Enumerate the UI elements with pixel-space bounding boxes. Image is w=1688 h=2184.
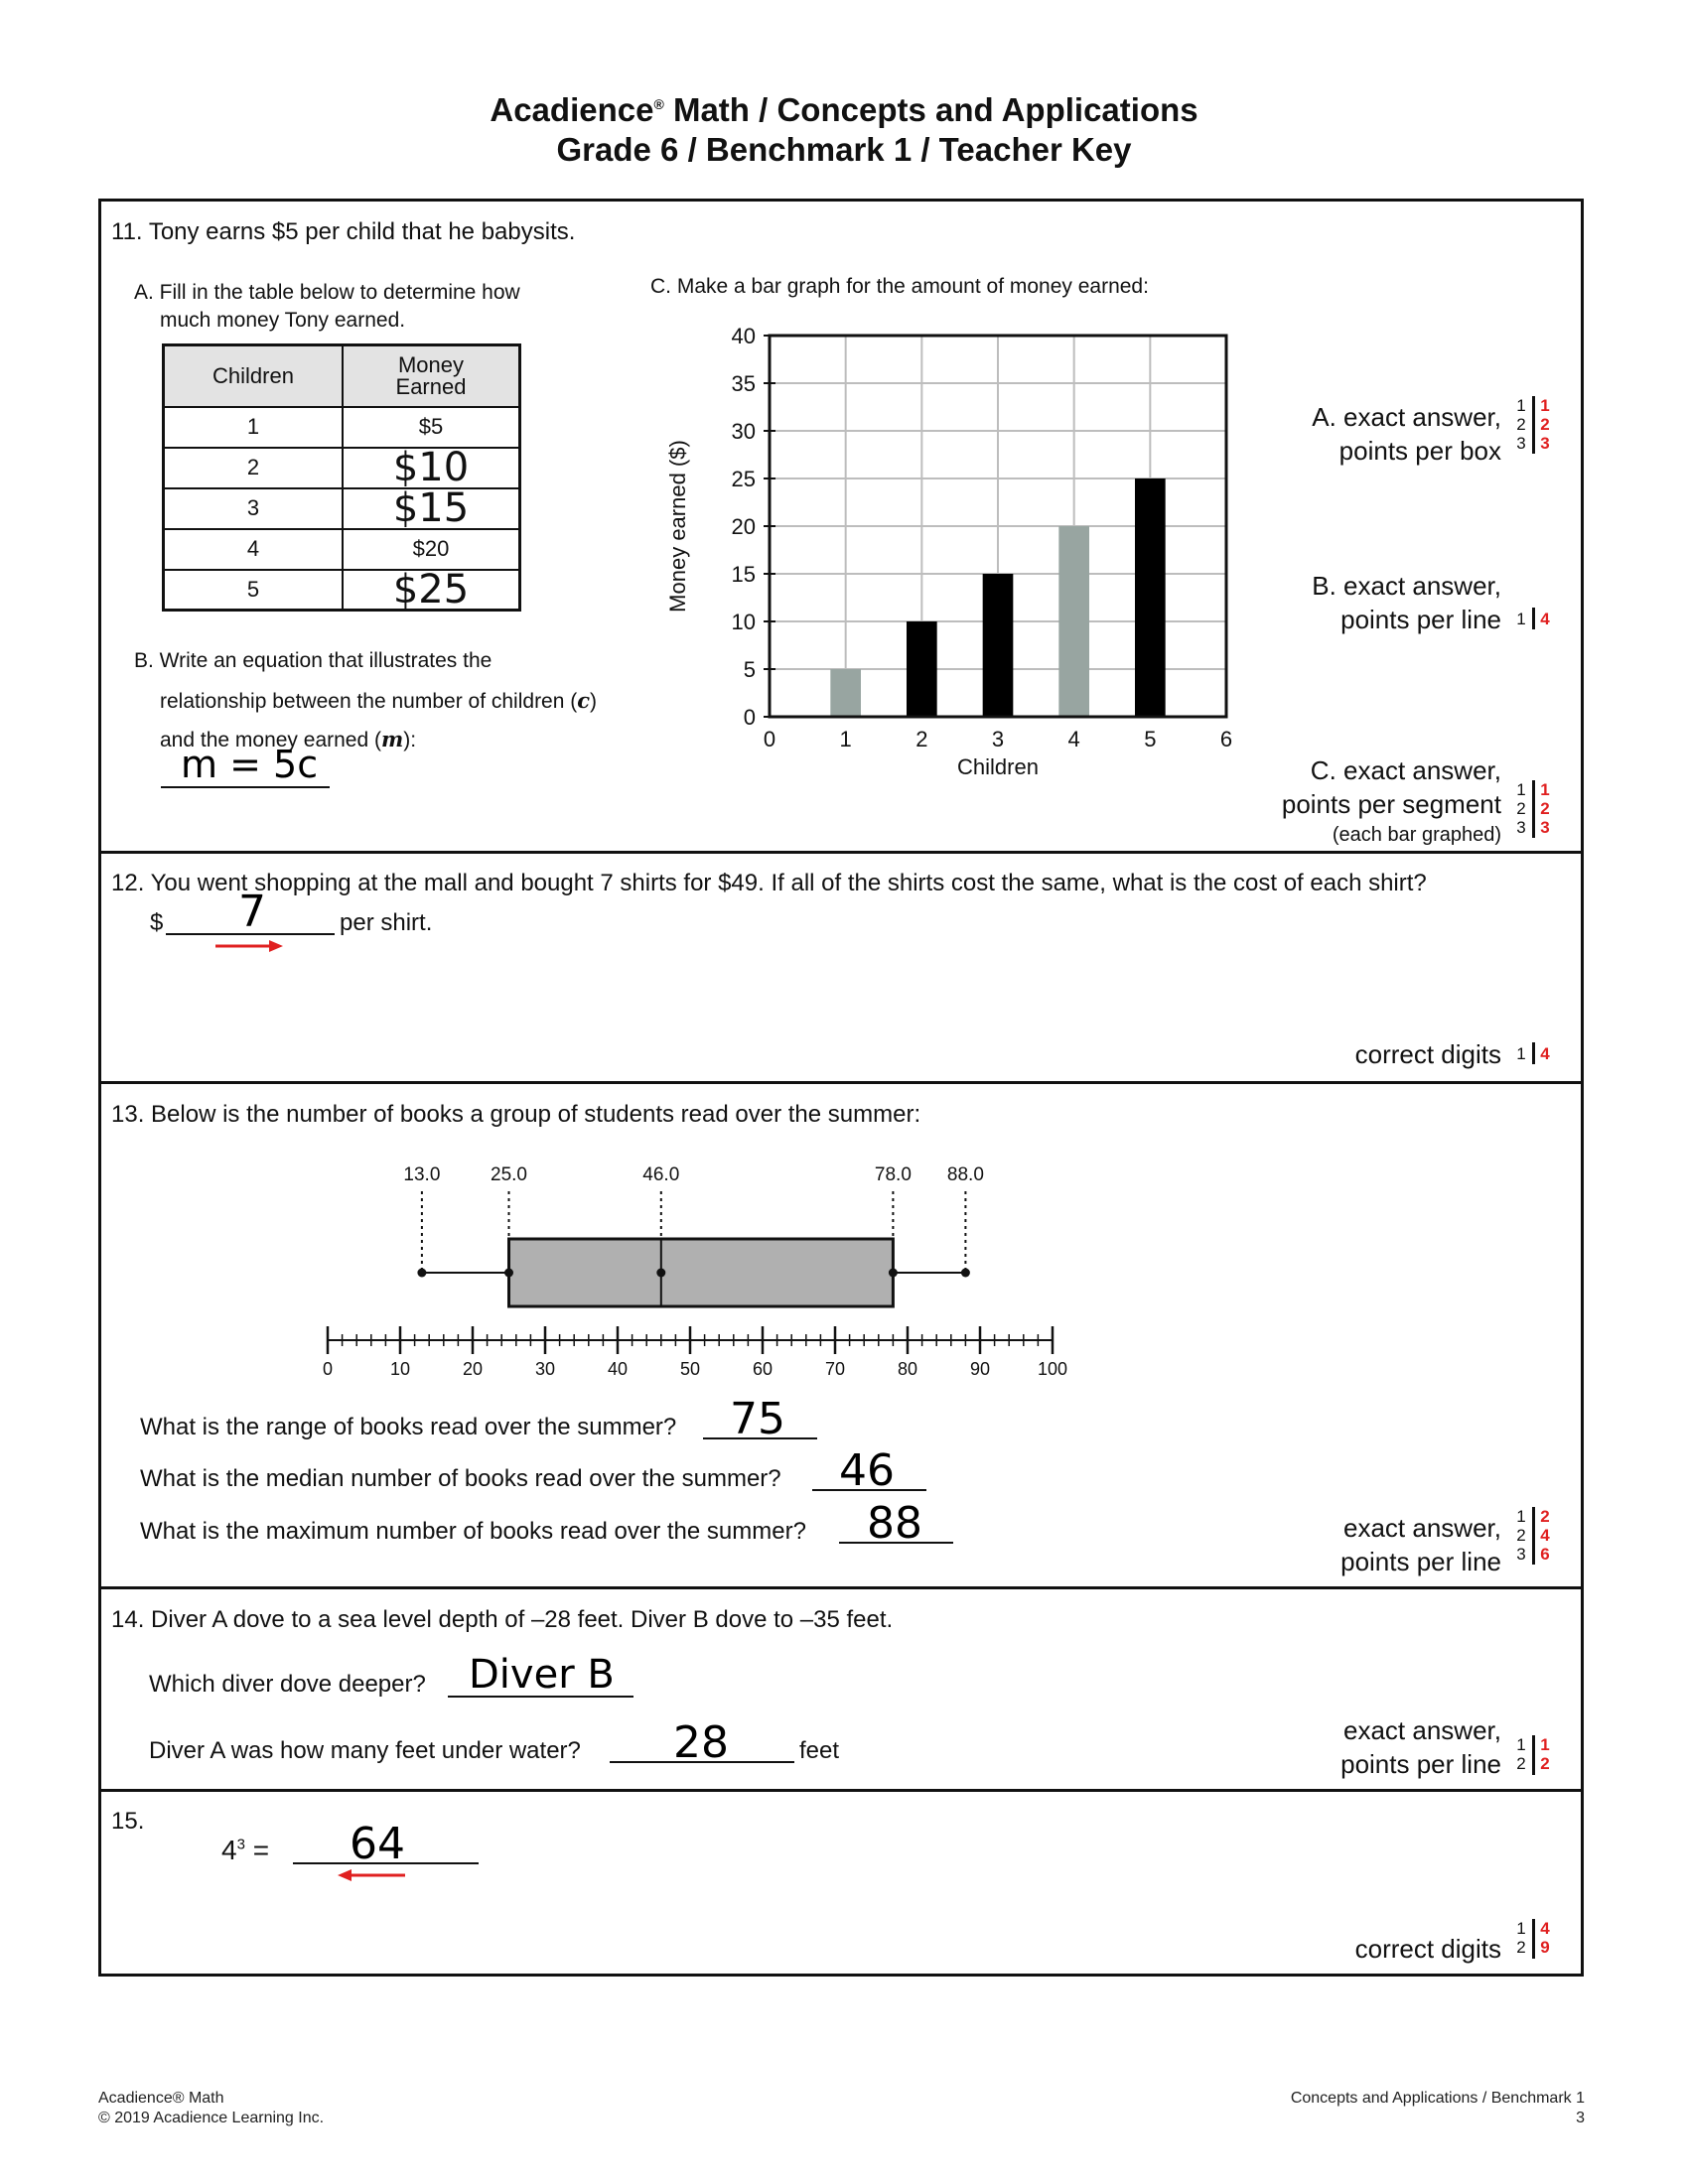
x-tick-label: 4 <box>1067 727 1080 751</box>
number-line-label: 70 <box>824 1359 846 1379</box>
table-row <box>164 570 520 611</box>
crit-C-line2: points per segment <box>1281 789 1501 819</box>
x-tick-label: 3 <box>991 727 1005 751</box>
number-line-label: 90 <box>969 1359 991 1379</box>
number-line-label: 50 <box>679 1359 701 1379</box>
number-line-label: 30 <box>534 1359 556 1379</box>
q12-prompt: 12. You went shopping at the mall and bought 7 shirts for $49. If all of the shirts cost the same, what is the cost of each shirt? <box>111 870 1427 896</box>
table-row <box>164 448 520 488</box>
q14-prompt: 14. Diver A dove to a sea level depth of –28 feet. Diver B dove to –35 feet. <box>111 1606 894 1633</box>
score-point: 1 <box>1540 396 1550 415</box>
score-point: 2 <box>1540 1754 1550 1773</box>
q12-suffix: per shirt. <box>340 909 433 936</box>
q13-prompt: 13. Below is the number of books a group of students read over the summer: <box>111 1101 921 1128</box>
crit-line2: points per line <box>1340 1749 1501 1779</box>
score-num: 2 <box>1516 1938 1526 1957</box>
y-tick-label: 0 <box>743 705 756 730</box>
q11-partB-line2 <box>160 688 597 714</box>
q14-crit <box>1340 1713 1501 1781</box>
crit-line2: points per line <box>1340 1547 1501 1576</box>
cell-money-handwritten: $25 <box>343 570 520 611</box>
red-arrow-right-icon <box>213 937 285 955</box>
registered-mark: ® <box>653 96 664 112</box>
bar-2 <box>907 621 937 717</box>
table-row <box>164 488 520 529</box>
partB-text: relationship between the number of children ( <box>160 690 578 713</box>
title-rest: Math / Concepts and Applications <box>663 91 1198 128</box>
crit-A-line1: A. exact answer, <box>1312 402 1501 432</box>
var-c: c <box>577 688 591 713</box>
score-point: 1 <box>1540 780 1550 799</box>
crit-C-line3: (each bar graphed) <box>1332 824 1501 846</box>
score-point: 9 <box>1540 1938 1550 1957</box>
x-tick-label: 6 <box>1219 727 1233 751</box>
box-plot <box>308 1152 1092 1380</box>
score-point: 3 <box>1540 818 1550 837</box>
page-subtitle: Grade 6 / Benchmark 1 / Teacher Key <box>556 131 1132 168</box>
y-axis-label: Money earned ($) <box>665 440 690 613</box>
score-num: 3 <box>1516 434 1526 453</box>
depth-answer: 28 <box>673 1717 729 1768</box>
score-divider <box>1532 780 1535 838</box>
score-divider <box>1532 1042 1535 1064</box>
partB-paren: ) <box>590 690 598 713</box>
score-point: 4 <box>1540 1044 1550 1063</box>
footer-section: Concepts and Applications / Benchmark 1 <box>1290 2090 1585 2107</box>
score-divider <box>1532 608 1535 629</box>
score-num: 2 <box>1516 415 1526 434</box>
footer-brand: Acadience® Math <box>98 2090 224 2107</box>
partB-text2: and the money earned ( <box>160 729 381 751</box>
score-num: 2 <box>1516 1754 1526 1773</box>
y-tick-label: 35 <box>731 371 756 396</box>
header-children: Children <box>164 345 344 407</box>
q12-crit: correct digits <box>1354 1039 1501 1069</box>
score-num: 1 <box>1516 1735 1526 1754</box>
page-number: 3 <box>1576 2110 1585 2126</box>
score-point: 2 <box>1540 1507 1550 1526</box>
cell-money-handwritten: $10 <box>343 448 520 488</box>
number-line-label: 0 <box>322 1359 334 1379</box>
cell-children: 2 <box>164 448 344 488</box>
q14-question1: Which diver dove deeper? <box>149 1671 426 1698</box>
boxplot-point-q3 <box>889 1269 898 1278</box>
footer-right <box>1291 2089 1585 2128</box>
score-divider <box>1532 1919 1535 1959</box>
number-line-label: 100 <box>1037 1359 1068 1379</box>
cell-children: 3 <box>164 488 344 529</box>
score-point: 3 <box>1540 434 1550 453</box>
y-tick-label: 40 <box>731 324 756 348</box>
divider-13-14 <box>98 1586 1584 1589</box>
number-line-label: 60 <box>752 1359 774 1379</box>
table-row <box>164 529 520 570</box>
q11-crit-C <box>1282 753 1501 849</box>
var-m: m <box>380 727 404 751</box>
score-point: 2 <box>1540 415 1550 434</box>
score-divider <box>1532 1507 1535 1565</box>
diver-answer: Diver B <box>469 1652 615 1698</box>
score-num: 1 <box>1516 780 1526 799</box>
range-answer: 75 <box>730 1394 785 1444</box>
bar-4 <box>1058 526 1089 717</box>
cell-children: 1 <box>164 407 344 448</box>
q14-unit: feet <box>799 1737 840 1764</box>
x-tick-label: 2 <box>915 727 928 751</box>
q15-number: 15. <box>111 1808 145 1835</box>
y-tick-label: 5 <box>743 657 756 682</box>
score-num: 1 <box>1516 1919 1526 1938</box>
median-answer: 46 <box>839 1445 895 1496</box>
crit-C-line1: C. exact answer, <box>1310 755 1501 785</box>
q11-partB-line1: B. Write an equation that illustrates the <box>134 649 492 672</box>
bar-1 <box>830 669 861 717</box>
crit-B-line1: B. exact answer, <box>1312 571 1501 601</box>
table-header-row <box>164 345 520 407</box>
score-num: 3 <box>1516 1545 1526 1564</box>
divider-11-12 <box>98 851 1584 854</box>
boxplot-value-max: 88.0 <box>946 1164 984 1185</box>
score-num: 1 <box>1516 1507 1526 1526</box>
number-line-label: 40 <box>607 1359 629 1379</box>
bar-3 <box>983 574 1014 717</box>
cell-children: 4 <box>164 529 344 570</box>
score-divider <box>1532 396 1535 454</box>
header-earned: Earned <box>395 373 467 399</box>
title-brand: Acadience <box>490 91 654 128</box>
score-num: 2 <box>1516 1526 1526 1545</box>
boxplot-point-q1 <box>504 1269 513 1278</box>
number-line-label: 20 <box>462 1359 484 1379</box>
footer-copyright: © 2019 Acadience Learning Inc. <box>98 2110 325 2126</box>
q13-crit <box>1340 1511 1501 1578</box>
x-tick-label: 5 <box>1144 727 1157 751</box>
table-row <box>164 407 520 448</box>
crit-A-line2: points per box <box>1338 436 1501 466</box>
boxplot-point-min <box>417 1269 426 1278</box>
q13-range-question: What is the range of books read over the summer? <box>140 1414 677 1440</box>
q11-money-table <box>162 343 521 612</box>
q11-crit-A <box>1312 400 1501 468</box>
boxplot-value-min: 13.0 <box>403 1164 441 1185</box>
iqr-box <box>509 1239 894 1306</box>
q13-median-question: What is the median number of books read over the summer? <box>140 1465 781 1492</box>
crit-B-line2: points per line <box>1340 605 1501 634</box>
cell-children: 5 <box>164 570 344 611</box>
y-tick-label: 20 <box>731 514 756 539</box>
boxplot-point-median <box>656 1269 665 1278</box>
header-money: Money <box>397 351 465 377</box>
red-arrow-left-icon <box>338 1866 407 1884</box>
q11-partA-line2: much money Tony earned. <box>160 309 406 332</box>
q15-answer: 64 <box>350 1819 405 1869</box>
q11-prompt: 11. Tony earns $5 per child that he babysits. <box>111 218 576 245</box>
score-point: 4 <box>1540 610 1550 628</box>
q11-partA-line1: A. Fill in the table below to determine how <box>134 281 520 304</box>
score-num: 1 <box>1516 610 1526 628</box>
q15-expression <box>221 1835 269 1866</box>
q12-dollar: $ <box>150 909 164 936</box>
score-num: 2 <box>1516 799 1526 818</box>
score-point: 2 <box>1540 799 1550 818</box>
q15-crit: correct digits <box>1354 1934 1501 1964</box>
footer-left <box>98 2089 324 2128</box>
exp-power: 3 <box>236 1836 245 1853</box>
max-answer: 88 <box>867 1498 922 1549</box>
y-tick-label: 15 <box>731 562 756 587</box>
boxplot-value-median: 46.0 <box>642 1164 680 1185</box>
x-tick-label: 0 <box>763 727 776 751</box>
y-tick-label: 10 <box>731 610 756 634</box>
page-title <box>0 91 1688 129</box>
number-line-label: 80 <box>897 1359 918 1379</box>
equation-blank <box>161 786 330 788</box>
exp-base: 4 <box>221 1835 237 1865</box>
y-tick-label: 30 <box>731 419 756 444</box>
score-point: 4 <box>1540 1919 1550 1938</box>
exp-equals: = <box>252 1835 270 1865</box>
cell-money: $20 <box>343 529 520 570</box>
money-bar-chart <box>655 318 1311 784</box>
q11-partC: C. Make a bar graph for the amount of money earned: <box>650 275 1149 298</box>
score-point: 1 <box>1540 1735 1550 1754</box>
crit-line1: exact answer, <box>1343 1715 1501 1745</box>
q12-answer: 7 <box>238 887 266 937</box>
score-num: 1 <box>1516 396 1526 415</box>
score-point: 6 <box>1540 1545 1550 1564</box>
divider-12-13 <box>98 1081 1584 1084</box>
score-point: 4 <box>1540 1526 1550 1545</box>
partB-end: ): <box>403 729 417 751</box>
x-tick-label: 1 <box>839 727 852 751</box>
divider-14-15 <box>98 1789 1584 1792</box>
number-line-label: 10 <box>389 1359 411 1379</box>
q14-question2: Diver A was how many feet under water? <box>149 1737 581 1764</box>
boxplot-value-q1: 25.0 <box>491 1164 527 1185</box>
x-axis-label: Children <box>957 754 1039 779</box>
q13-max-question: What is the maximum number of books read over the summer? <box>140 1518 806 1545</box>
cell-money: $5 <box>343 407 520 448</box>
score-num: 3 <box>1516 818 1526 837</box>
header-money-earned <box>343 345 520 407</box>
score-num: 1 <box>1516 1044 1526 1063</box>
equation-answer: m = 5c <box>181 743 319 786</box>
crit-line1: exact answer, <box>1343 1513 1501 1543</box>
boxplot-value-q3: 78.0 <box>874 1164 912 1185</box>
cell-money-handwritten: $15 <box>343 488 520 529</box>
y-tick-label: 25 <box>731 467 756 491</box>
boxplot-point-max <box>961 1269 970 1278</box>
score-divider <box>1532 1735 1535 1775</box>
bar-5 <box>1135 478 1166 717</box>
q11-crit-B <box>1312 569 1501 636</box>
